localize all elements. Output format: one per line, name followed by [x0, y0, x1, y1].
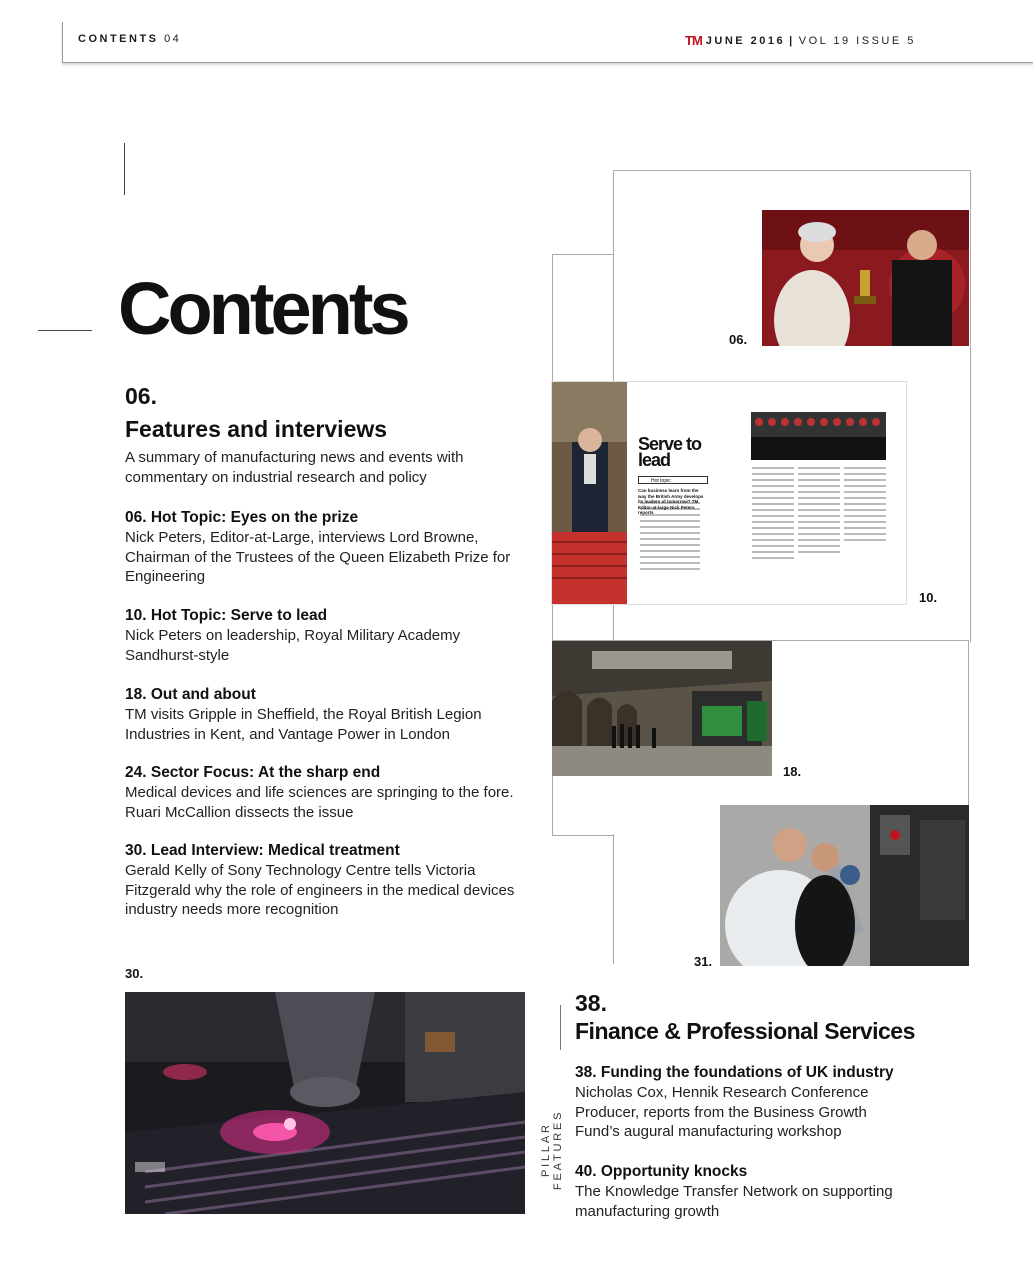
feature-item-desc: Nick Peters on leadership, Royal Military Academy Sandhurst-style: [125, 627, 461, 664]
thumbnail-06-label: 06.: [729, 332, 748, 347]
award-photo: [762, 210, 969, 346]
feature-item-18[interactable]: [125, 685, 525, 744]
header-section: [78, 33, 181, 45]
factory-photo: [552, 641, 772, 776]
finance-item-38[interactable]: [575, 1063, 915, 1142]
feature-item-06[interactable]: [125, 508, 525, 587]
features-title: Features and interviews: [125, 416, 388, 442]
finance-item-desc: Nicholas Cox, Hennik Research Conference Producer, reports from the Business Growth Fund’s augural manufacturing workshop: [575, 1084, 869, 1140]
finance-item-desc: The Knowledge Transfer Network on supporting manufacturing growth: [575, 1183, 893, 1220]
thumbnail-30-label: 30.: [125, 966, 144, 981]
feature-item-desc: Gerald Kelly of Sony Technology Centre tells Victoria Fitzgerald why the role of engineers in the medical devices industry needs more recognition: [125, 862, 515, 918]
finance-title: Finance & Professional Services: [575, 1018, 915, 1044]
header-separator: |: [789, 34, 795, 47]
feature-item-title: 10. Hot Topic: Serve to lead: [125, 607, 328, 624]
title-rule-horizontal: [38, 330, 92, 331]
feature-item-24[interactable]: [125, 763, 530, 822]
spread-tag: Hot topic: [638, 476, 708, 484]
header-issue: [685, 33, 916, 48]
pillar-features-label: PILLAR FEATURES: [540, 1109, 564, 1191]
feature-item-desc: Nick Peters, Editor-at-Large, interviews Lord Browne, Chairman of the Trustees of the Queen Elizabeth Prize for Engineering: [125, 529, 511, 585]
thumbnail-18-label: 18.: [783, 764, 802, 779]
finance-item-title: 38. Funding the foundations of UK industry: [575, 1064, 894, 1081]
finance-item-title: 40. Opportunity knocks: [575, 1163, 748, 1180]
feature-item-desc: TM visits Gripple in Sheffield, the Royal British Legion Industries in Kent, and Vantage Power in London: [125, 706, 482, 743]
feature-item-title: 06. Hot Topic: Eyes on the prize: [125, 509, 359, 526]
thumbnail-06-image[interactable]: [762, 210, 969, 346]
header-volume: VOL 19 ISSUE 5: [798, 34, 916, 47]
tm-logo: TM: [685, 33, 702, 48]
frame-rule-right: [968, 640, 969, 805]
machine-photo: [125, 992, 525, 1214]
thumbnail-10-spread[interactable]: [552, 382, 906, 604]
spread-standfirst: Can business learn from the way the British Army develops its leaders of tomorrow? TM Editor-at-large Nick Peters reports: [638, 488, 704, 515]
feature-item-desc: Medical devices and life sciences are springing to the fore. Ruari McCallion dissects the issue: [125, 784, 514, 821]
thumbnail-31-image[interactable]: [720, 805, 969, 966]
feature-item-title: 24. Sector Focus: At the sharp end: [125, 764, 381, 781]
robot-photo: [720, 805, 969, 966]
feature-item-30[interactable]: [125, 841, 530, 920]
frame-rule-low: [613, 834, 614, 964]
spread-headline: Serve to lead: [638, 434, 702, 470]
spread-graphics: [552, 382, 906, 604]
finance-number: 38.: [575, 990, 607, 1016]
feature-item-title: 30. Lead Interview: Medical treatment: [125, 842, 400, 859]
features-description: A summary of manufacturing news and events with commentary on industrial research and policy: [125, 449, 464, 486]
finance-item-40[interactable]: [575, 1162, 915, 1221]
thumbnail-10-label: 10.: [919, 590, 938, 605]
finance-rule: [560, 1005, 561, 1050]
header-section-label: CONTENTS: [78, 33, 159, 45]
feature-item-10[interactable]: [125, 606, 525, 665]
feature-item-title: 18. Out and about: [125, 686, 256, 703]
thumbnail-18-image[interactable]: [552, 641, 772, 776]
features-number: 06.: [125, 383, 157, 409]
thumbnail-30-image[interactable]: [125, 992, 525, 1214]
title-rule-vertical: [124, 143, 125, 195]
header-date: JUNE 2016: [705, 34, 786, 47]
header-page-number: 04: [164, 33, 182, 45]
page-title: Contents: [118, 267, 407, 350]
thumbnail-31-label: 31.: [694, 954, 713, 969]
